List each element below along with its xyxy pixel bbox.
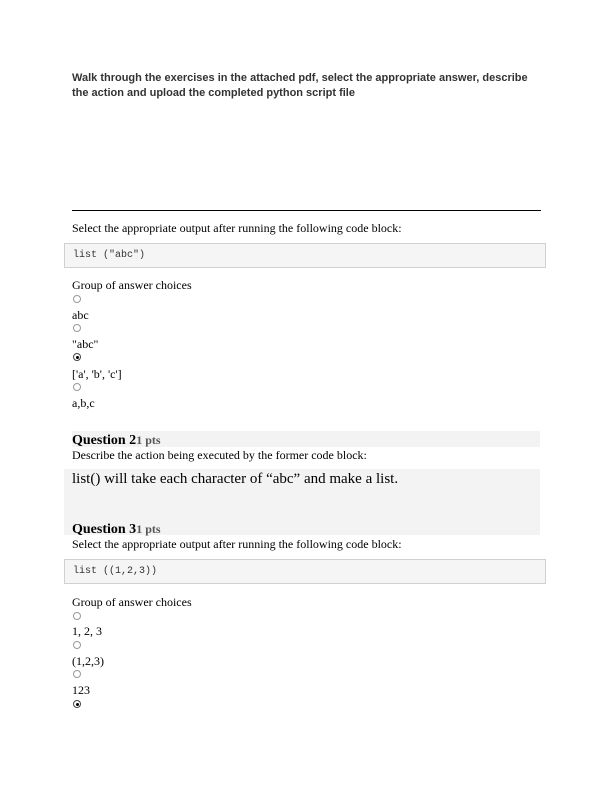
q3-choices-label: Group of answer choices bbox=[72, 595, 192, 609]
q1-option-2-radio[interactable] bbox=[73, 324, 81, 332]
q1-option-1-radio[interactable] bbox=[73, 295, 81, 303]
q2-answer-text: list() will take each character of “abc” and make a list. bbox=[72, 471, 399, 487]
q2-header bbox=[72, 432, 161, 449]
divider bbox=[72, 210, 541, 211]
q2-prompt: Describe the action being executed by the former code block: bbox=[72, 448, 367, 462]
q1-option-4-label: a,b,c bbox=[72, 396, 95, 410]
instructions: Walk through the exercises in the attached pdf, select the appropriate answer, describe the action and upload the completed python script file bbox=[72, 72, 528, 99]
q1-option-3-label: ['a', 'b', 'c'] bbox=[72, 367, 122, 381]
q1-code-block: list ("abc") bbox=[64, 243, 546, 268]
q3-option-2-radio[interactable] bbox=[73, 641, 81, 649]
q3-header bbox=[72, 521, 161, 538]
q3-option-3-radio[interactable] bbox=[73, 670, 81, 678]
q1-option-4-radio[interactable] bbox=[73, 383, 81, 391]
q3-option-2-label: (1,2,3) bbox=[72, 654, 104, 668]
q2-points: 1 pts bbox=[136, 433, 161, 447]
q3-option-4-radio[interactable] bbox=[73, 700, 81, 708]
q1-option-2-label: "abc" bbox=[72, 337, 99, 351]
q3-prompt: Select the appropriate output after running the following code block: bbox=[72, 537, 402, 551]
q1-option-3-radio[interactable] bbox=[73, 353, 81, 361]
q3-code-block: list ((1,2,3)) bbox=[64, 559, 546, 584]
q3-title: Question 3 bbox=[72, 522, 137, 537]
q3-option-1-radio[interactable] bbox=[73, 612, 81, 620]
q1-choices-label: Group of answer choices bbox=[72, 278, 192, 292]
q2-title: Question 2 bbox=[72, 433, 137, 448]
q3-option-3-label: 123 bbox=[72, 683, 90, 697]
q1-option-1-label: abc bbox=[72, 308, 89, 322]
q1-prompt: Select the appropriate output after running the following code block: bbox=[72, 221, 402, 235]
q3-option-1-label: 1, 2, 3 bbox=[72, 624, 102, 638]
q3-points: 1 pts bbox=[136, 522, 161, 536]
